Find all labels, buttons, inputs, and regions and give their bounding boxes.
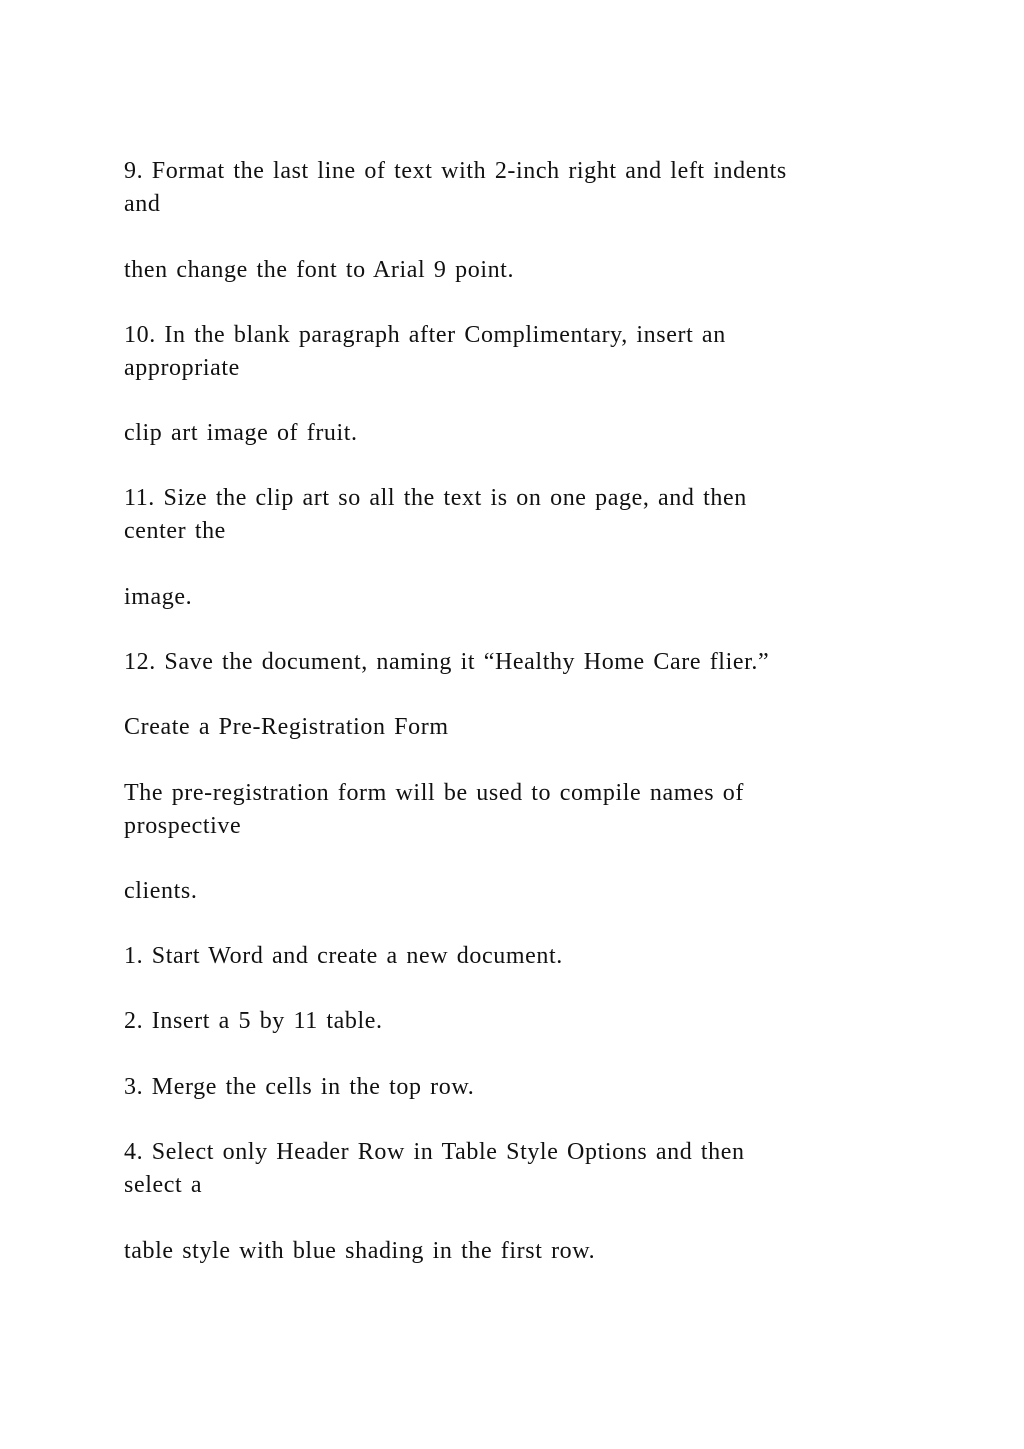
text-line: 3. Merge the cells in the top row.	[124, 1074, 475, 1100]
text-line: select a	[124, 1172, 203, 1198]
text-line: 10. In the blank paragraph after Complimentary, insert an	[124, 322, 726, 348]
text-line: prospective	[124, 813, 242, 839]
section-heading: Create a Pre-Registration Form	[124, 714, 449, 740]
text-line: The pre-registration form will be used to compile names of	[124, 780, 744, 806]
text-line: 12. Save the document, naming it “Healthy Home Care flier.”	[124, 649, 770, 675]
text-line: table style with blue shading in the first row.	[124, 1238, 596, 1264]
text-line: appropriate	[124, 355, 240, 381]
text-line: clients.	[124, 878, 198, 904]
text-line: 1. Start Word and create a new document.	[124, 943, 563, 969]
text-line: and	[124, 191, 161, 217]
text-line: center the	[124, 518, 226, 544]
text-line: image.	[124, 584, 193, 610]
text-line: 4. Select only Header Row in Table Style Options and then	[124, 1139, 745, 1165]
text-line: 2. Insert a 5 by 11 table.	[124, 1008, 383, 1034]
text-line: 9. Format the last line of text with 2-inch right and left indents	[124, 158, 787, 184]
text-line: 11. Size the clip art so all the text is on one page, and then	[124, 485, 747, 511]
text-line: clip art image of fruit.	[124, 420, 358, 446]
text-line: then change the font to Arial 9 point.	[124, 257, 515, 283]
